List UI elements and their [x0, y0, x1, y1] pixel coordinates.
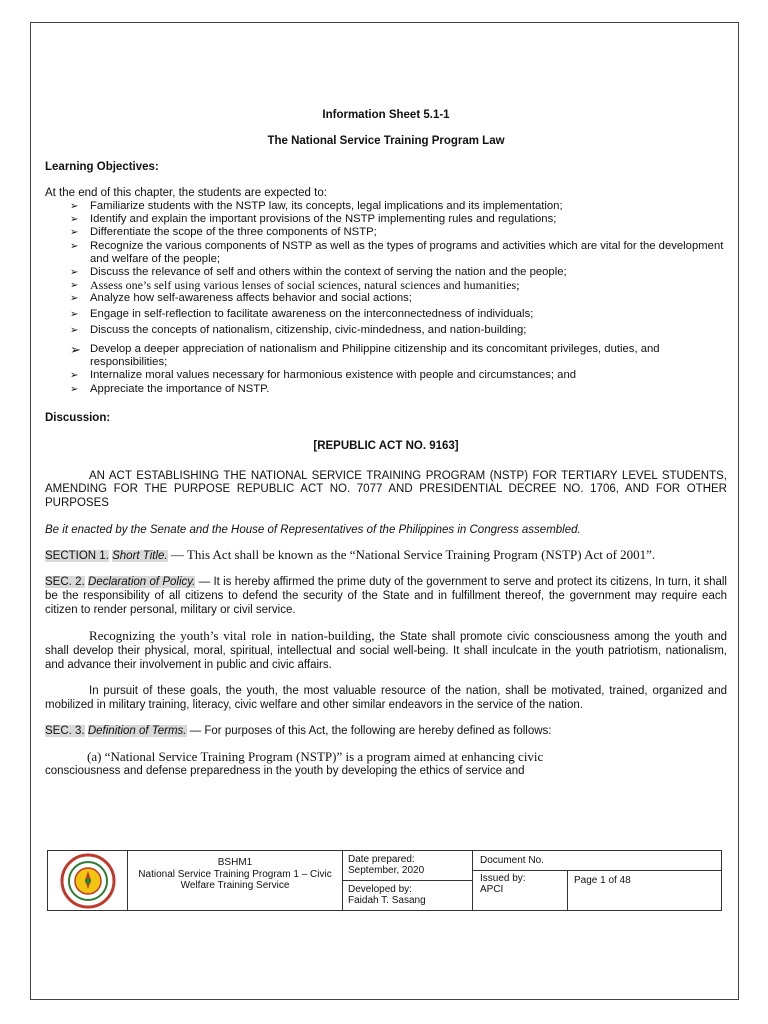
course-code: BSHM1 [217, 857, 253, 868]
arrow-bullet-icon: ➢ [70, 267, 79, 279]
law-title: The National Service Training Program Law [267, 135, 505, 147]
arrow-bullet-icon: ➢ [70, 324, 79, 336]
section-3-title: Definition of Terms. [87, 725, 187, 738]
objective-item: ➢ Discuss the concepts of nationalism, citizenship, civic-mindedness, and nation-building; [70, 323, 527, 336]
arrow-bullet-icon: ➢ [70, 370, 79, 382]
arrow-bullet-icon: ➢ [70, 280, 79, 292]
republic-act-title: [REPUBLIC ACT NO. 9163] [313, 439, 459, 452]
section-2-text: — It is hereby affirmed the prime duty of the government to serve and protect its citizens, In turn, it shall be the responsibility of all citizens to defend the security of the State and in fulfillment thereof, the government may require each citizen to render personal, military or civil service. [45, 576, 727, 617]
objective-item: ➢ Recognize the various components of NSTP as well as the types of programs and activities which are vital for the development and welfare of the people; [70, 239, 724, 265]
definition-a: (a) “National Service Training Program (NSTP)” is a program aimed at enhancing civic consciousness and defense preparedness in the youth by developing the ethics of service and [45, 749, 544, 778]
objective-item: ➢ Familiarize students with the NSTP law, its concepts, legal implications and its implementation; [70, 200, 563, 212]
arrow-bullet-icon: ➢ [70, 201, 79, 212]
section-1-text: — This Act shall be known as the “National Service Training Program (NSTP) Act of 2001”. [167, 547, 656, 563]
objective-item: ➢ Internalize moral values necessary for harmonious existence with people and circumstances; and [70, 369, 577, 382]
act-title-text: AN ACT ESTABLISHING THE NATIONAL SERVICE TRAINING PROGRAM (NSTP) FOR TERTIARY LEVEL STUDENTS, AMENDING FOR THE PURPOSE REPUBLIC ACT NO. 7077 AND PRESIDENTIAL DECREE NO. 1706, AND FOR OTHER PURPOSES [45, 469, 727, 509]
objective-item: ➢ Analyze how self-awareness affects behavior and social actions; [70, 292, 412, 305]
objective-item: ➢ Identify and explain the important provisions of the NSTP implementing rules and regulations; [70, 213, 557, 226]
section-2-title: Declaration of Policy. [88, 576, 196, 589]
section-1-title: Short Title. [112, 550, 168, 563]
arrow-bullet-icon: ➢ [70, 308, 79, 320]
arrow-bullet-icon: ➢ [70, 214, 79, 226]
objectives-list [45, 200, 727, 396]
document-content [45, 109, 727, 778]
objective-item: ➢ Engage in self-reflection to facilitate awareness on the interconnectedness of individuals; [70, 307, 534, 320]
policy-paragraph: Recognizing the youth’s vital role in nation-building, the State shall promote civic consciousness among the youth and shall develop their physical, moral, spiritual, intellectual and social well-being. It shall inculcate in the youth patriotism, nationalism, and advance their involvement in public and civic affairs. [45, 628, 727, 672]
objectives-label: Learning Objectives: [45, 161, 159, 173]
course-cell [128, 851, 343, 910]
issued-by-cell: Issued by: APCI [473, 871, 568, 910]
arrow-bullet-icon: ➢ [70, 293, 79, 305]
course-name: National Service Training Program 1 – Civic Welfare Training Service [138, 868, 332, 891]
objective-item: ➢ Assess one’s self using various lenses of social sciences, natural sciences and humanities; [70, 278, 520, 293]
page-number: Page 1 of 48 [574, 875, 631, 886]
arrow-bullet-icon: ➢ [70, 240, 79, 252]
section-3-label: SEC. 3. [45, 725, 85, 738]
section-2-label: SEC. 2. [45, 576, 85, 589]
section-1 [45, 548, 727, 563]
enacting-clause: Be it enacted by the Senate and the House of Representatives of the Philippines in Congress assembled. [45, 524, 581, 537]
document-number-cell [473, 851, 721, 910]
objectives-intro: At the end of this chapter, the students are expected to: [45, 187, 327, 199]
arrow-bullet-icon: ➢ [70, 342, 81, 358]
arrow-bullet-icon: ➢ [70, 383, 79, 395]
sheet-title: Information Sheet 5.1-1 [322, 109, 450, 121]
dates-cell [343, 851, 473, 910]
arrow-bullet-icon: ➢ [70, 227, 79, 239]
section-3 [45, 724, 727, 738]
objective-item: ➢ Develop a deeper appreciation of nationalism and Philippine citizenship and its concomitant privileges, duties, and responsibilities; [70, 342, 660, 369]
document-number-label: Document No. [473, 851, 721, 871]
objective-item: ➢ Differentiate the scope of the three components of NSTP; [70, 226, 377, 239]
developed-by-cell: Developed by: Faidah T. Sasang [343, 880, 472, 910]
objective-item: ➢ Appreciate the importance of NSTP. [70, 382, 270, 395]
document-footer-table [47, 850, 722, 911]
section-2 [45, 575, 727, 617]
section-1-label: SECTION 1. [45, 550, 109, 563]
objective-item: ➢ Discuss the relevance of self and others within the context of serving the nation and the people; [70, 266, 567, 279]
section-3-text: — For purposes of this Act, the following are hereby defined as follows: [186, 725, 552, 738]
discussion-label: Discussion: [45, 411, 111, 424]
date-prepared-cell: Date prepared: September, 2020 [348, 854, 425, 876]
college-seal-icon [48, 851, 128, 910]
goals-paragraph: In pursuit of these goals, the youth, the most valuable resource of the nation, shall be motivated, trained, organized and mobilized in military training, literacy, civic welfare and other similar endeavors in the service of the nation. [45, 685, 727, 712]
document-page [30, 22, 739, 1000]
